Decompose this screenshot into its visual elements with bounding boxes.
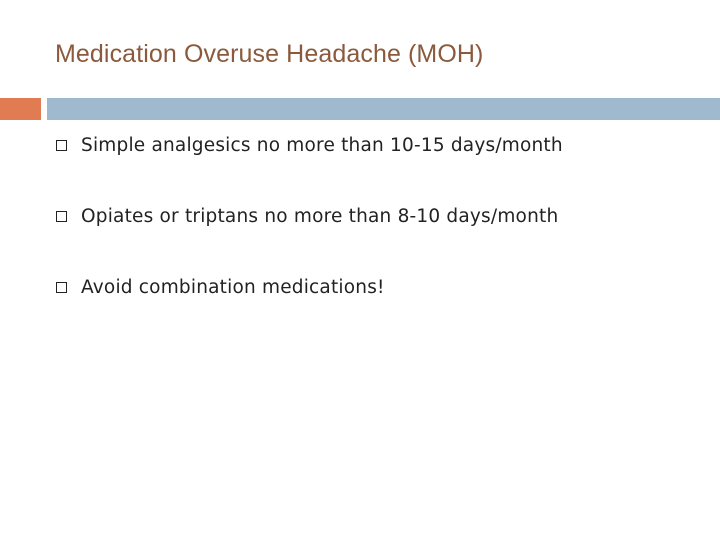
bullet-item — [56, 202, 558, 230]
empty-square-bullet-icon — [56, 211, 67, 222]
bullet-text: Avoid combination medications! — [81, 276, 385, 298]
bullet-text: Opiates or triptans no more than 8-10 days/month — [81, 205, 559, 227]
slide-title: Medication Overuse Headache (MOH) — [55, 40, 484, 68]
bullet-text: Simple analgesics no more than 10-15 days/month — [81, 134, 563, 156]
bullet-item — [56, 131, 563, 159]
empty-square-bullet-icon — [56, 140, 67, 151]
bullet-item — [56, 273, 385, 301]
empty-square-bullet-icon — [56, 282, 67, 293]
